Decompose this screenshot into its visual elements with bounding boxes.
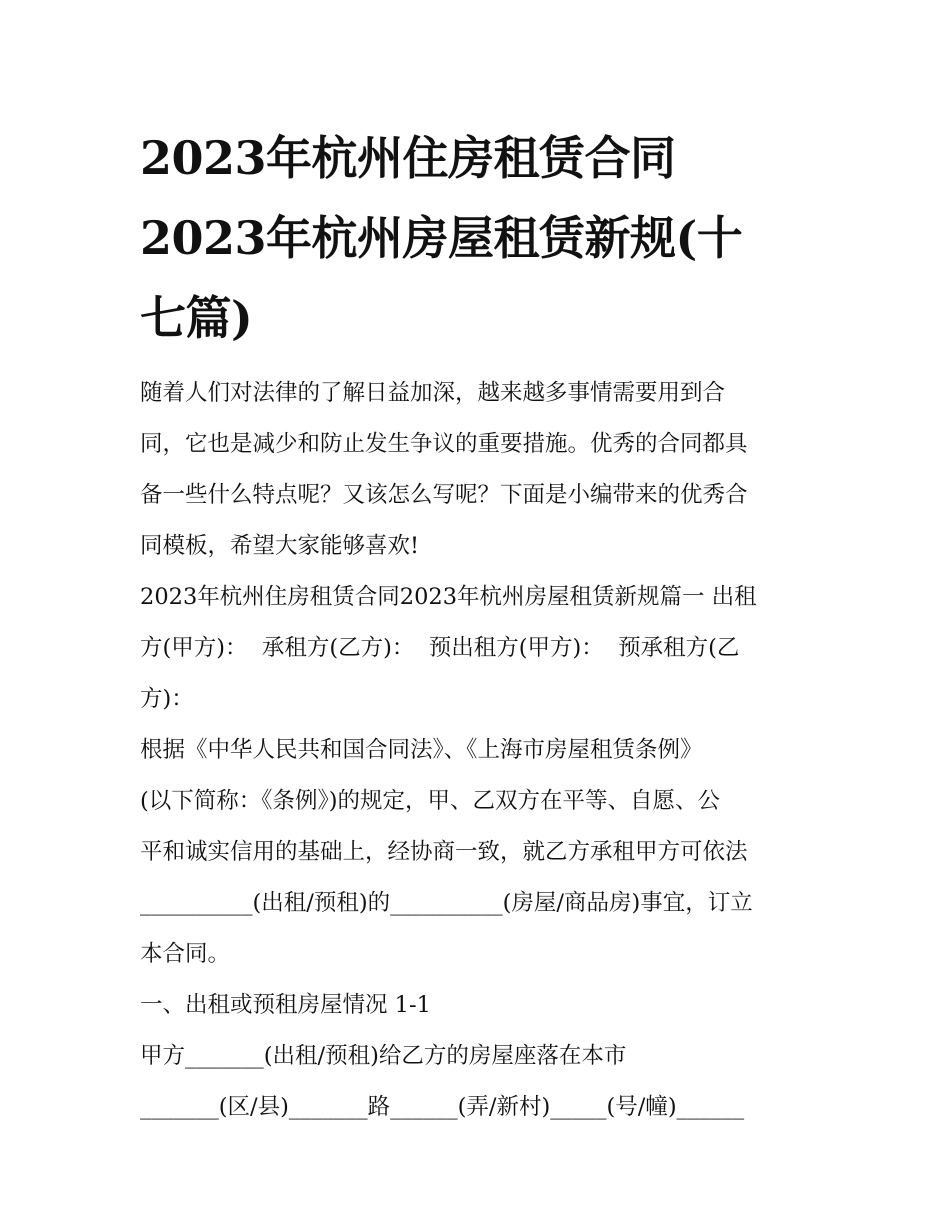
text-line: 备一些什么特点呢？又该怎么写呢？下面是小编带来的优秀合 bbox=[140, 482, 748, 508]
text-line: 平和诚实信用的基础上，经协商一致，就乙方承租甲方可依法 bbox=[140, 839, 748, 865]
section-heading bbox=[140, 980, 816, 1031]
text-line: __________(出租/预租)的__________(房屋/商品房)事宜，订立 bbox=[140, 890, 753, 916]
text-line: _______(区/县)_______路______(弄/新村)_____(号/幢)______ bbox=[140, 1094, 745, 1120]
text-line: 同模板，希望大家能够喜欢! bbox=[140, 533, 420, 559]
title-line: 2023年杭州住房租赁合同 bbox=[140, 131, 676, 185]
basis-paragraph bbox=[140, 725, 816, 980]
text-line: 2023年杭州住房租赁合同2023年杭州房屋租赁新规篇一 出租 bbox=[140, 584, 757, 610]
intro-paragraph bbox=[140, 368, 816, 572]
text-line: 一、出租或预租房屋情况 1-1 bbox=[140, 992, 431, 1018]
text-line: 本合同。 bbox=[140, 941, 231, 967]
text-line: 甲方_______(出租/预租)给乙方的房屋座落在本市 bbox=[140, 1043, 627, 1069]
text-line: 根据《中华人民共和国合同法》、《上海市房屋租赁条例》 bbox=[140, 737, 703, 763]
text-line: 方)： bbox=[140, 686, 194, 712]
text-line: 随着人们对法律的了解日益加深，越来越多事情需要用到合 bbox=[140, 380, 726, 406]
property-paragraph bbox=[140, 1031, 816, 1133]
text-line: 同，它也是减少和防止发生争议的重要措施。优秀的合同都具 bbox=[140, 431, 748, 457]
title-line: 2023年杭州房屋租赁新规(十 bbox=[140, 211, 743, 265]
text-line: (以下简称：《条例》)的规定，甲、乙双方在平等、自愿、公 bbox=[140, 788, 721, 814]
document-page bbox=[140, 118, 816, 1133]
document-title bbox=[140, 118, 816, 358]
parties-paragraph bbox=[140, 572, 816, 725]
text-line: 方(甲方)： 承租方(乙方)： 预出租方(甲方)： 预承租方(乙 bbox=[140, 635, 740, 661]
title-line: 七篇) bbox=[140, 291, 253, 345]
